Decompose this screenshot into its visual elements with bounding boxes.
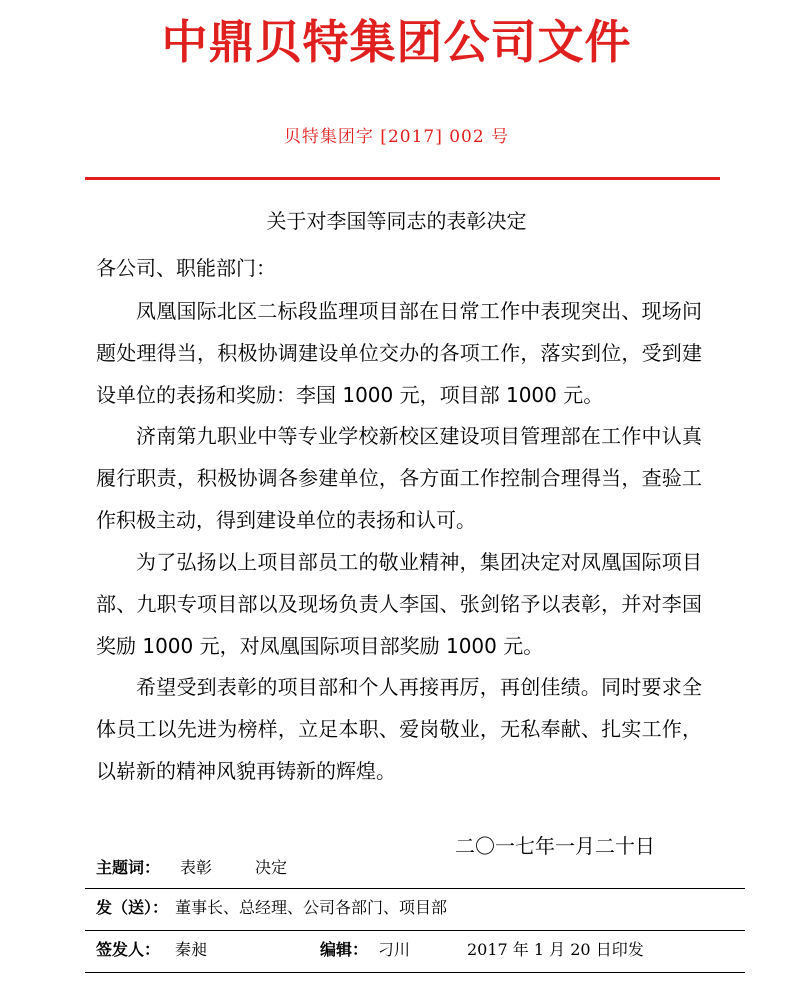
header-red-divider (85, 177, 720, 180)
body-paragraph: 济南第九职业中等专业学校新校区建设项目管理部在工作中认真履行职责，积极协调各参建单位，各方面工作控制合理得当，查验工作积极主动，得到建设单位的表扬和认可。 (96, 424, 702, 532)
body-paragraph: 为了弘扬以上项目部员工的敬业精神，集团决定对凤凰国际项目部、九职专项目部以及现场负责人李国、张剑铭予以表彰，并对李国奖励 1000 元，对凤凰国际项目部奖励 1000 元。 (96, 550, 702, 658)
distribution-label: 发（送）： (96, 898, 169, 917)
footer-divider (85, 972, 745, 973)
editor-label: 编辑： (320, 940, 369, 959)
body-paragraph: 希望受到表彰的项目部和个人再接再厉，再创佳绩。同时要求全体员工以先进为榜样，立足本职、爱岗敬业，无私奉献、扎实工作，以崭新的精神风貌再铸新的辉煌。 (96, 675, 702, 783)
signer-name: 秦昶 (175, 940, 208, 959)
distribution-list: 董事长、总经理、公司各部门、项目部 (175, 898, 448, 917)
document-header-title: 中鼎贝特集团公司文件 (161, 15, 632, 69)
editor-name: 刁川 (378, 940, 411, 959)
body-paragraph: 凤凰国际北区二标段监理项目部在日常工作中表现突出、现场问题处理得当，积极协调建设单位交办的各项工作，落实到位，受到建设单位的表扬和奖励：李国 1000 元，项目部 1000 元。 (96, 299, 702, 407)
keywords-label: 主题词： (96, 858, 161, 877)
footer-divider (85, 930, 745, 931)
issue-date: 2017 年 1 月 20 日印发 (467, 940, 644, 959)
footer-divider (85, 888, 745, 889)
keyword: 决定 (255, 858, 288, 877)
salutation: 各公司、职能部门： (96, 256, 276, 280)
document-date: 二〇一七年一月二十日 (455, 834, 655, 858)
document-title: 关于对李国等同志的表彰决定 (266, 209, 527, 233)
document-number: 贝特集团字 [2017] 002 号 (283, 127, 510, 147)
signer-label: 签发人： (96, 940, 161, 959)
keyword: 表彰 (180, 858, 213, 877)
